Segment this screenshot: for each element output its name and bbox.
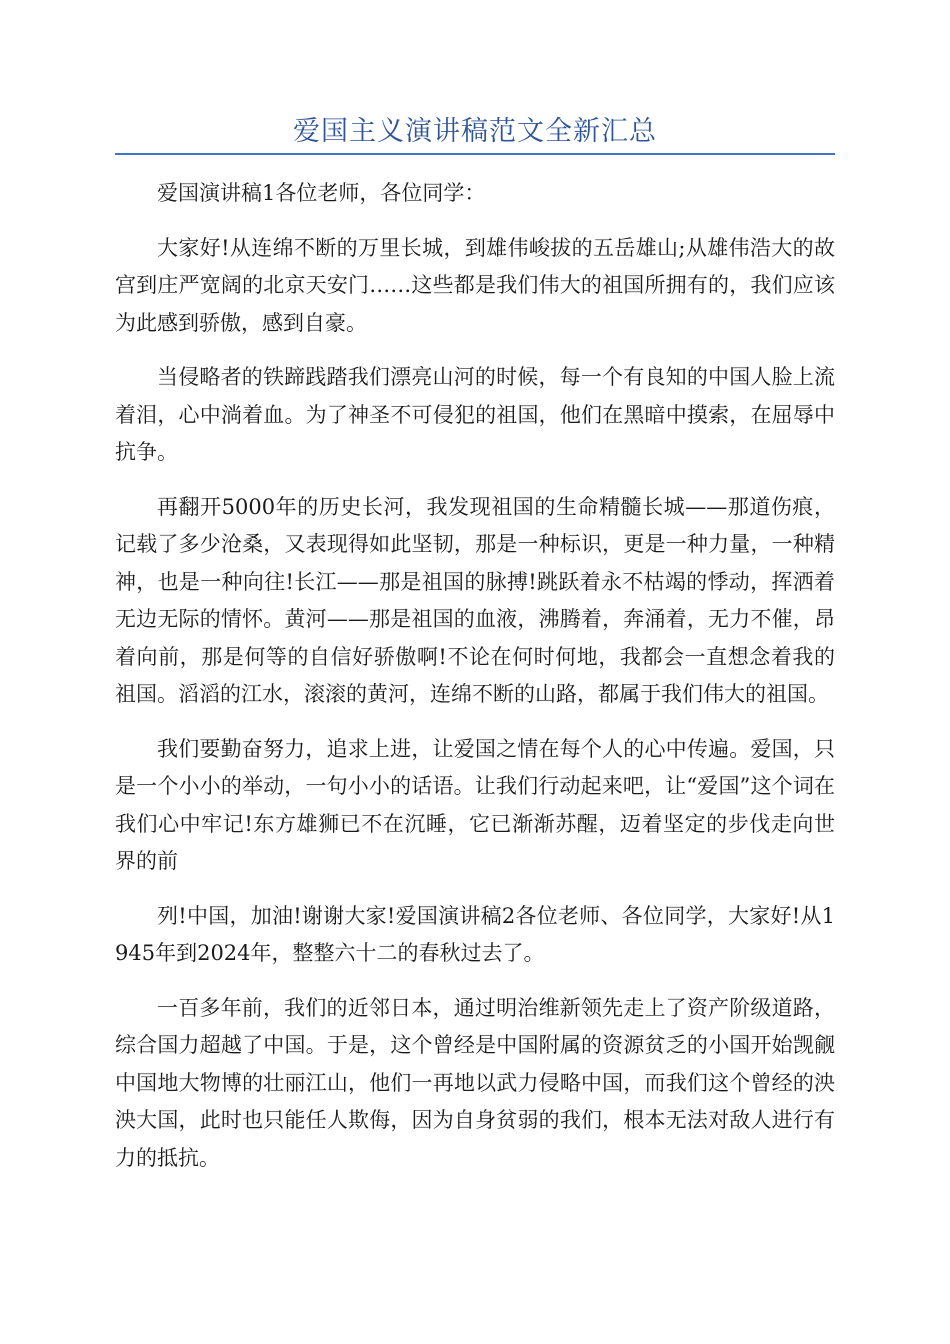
paragraph-6: 列!中国，加油!谢谢大家!爱国演讲稿2各位老师、各位同学，大家好!从1945年到2024年，整整六十二的春秋过去了。 (115, 903, 835, 965)
paragraph-2: 大家好!从连绵不断的万里长城，到雄伟峻拔的五岳雄山;从雄伟浩大的故宫到庄严宽阔的北京天安门……这些都是我们伟大的祖国所拥有的，我们应该为此感到骄傲，感到自豪。 (115, 235, 835, 335)
document-body (115, 175, 835, 1194)
document-title: 爱国主义演讲稿范文全新汇总 (293, 116, 657, 147)
paragraph-7: 一百多年前，我们的近邻日本，通过明治维新领先走上了资产阶级道路，综合国力超越了中国。于是，这个曾经是中国附属的资源贫乏的小国开始觊觎中国地大物博的壮丽江山，他们一再地以武力侵略中国，而我们这个曾经的泱泱大国，此时也只能任人欺侮，因为自身贫弱的我们，根本无法对敌人进行有力的抵抗。 (115, 995, 835, 1170)
paragraph-1: 爱国演讲稿1各位老师，各位同学： (157, 181, 486, 205)
paragraph-4: 再翻开5000年的历史长河，我发现祖国的生命精髓长城——那道伤痕，记载了多少沧桑，又表现得如此坚韧，那是一种标识，更是一种力量，一种精神，也是一种向往!长江——那是祖国的脉搏!跳跃着永不枯竭的悸动，挥洒着无边无际的情怀。黄河——那是祖国的血液，沸腾着，奔涌着，无力不催，昂着向前，那是何等的自信好骄傲啊!不论在何时何地，我都会一直想念着我的祖国。滔滔的江水，滚滚的黄河，连绵不断的山路，都属于我们伟大的祖国。 (115, 494, 835, 706)
paragraph-3: 当侵略者的铁蹄践踏我们漂亮山河的时候，每一个有良知的中国人脸上流着泪，心中淌着血。为了神圣不可侵犯的祖国，他们在黑暗中摸索，在屈辱中抗争。 (115, 365, 835, 464)
title-underline (115, 153, 835, 155)
paragraph-5: 我们要勤奋努力，追求上进，让爱国之情在每个人的心中传遍。爱国，只是一个小小的举动，一句小小的话语。让我们行动起来吧，让“爱国”这个词在我们心中牢记!东方雄狮已不在沉睡，它已渐渐苏醒，迈着坚定的步伐走向世界的前 (115, 736, 835, 873)
